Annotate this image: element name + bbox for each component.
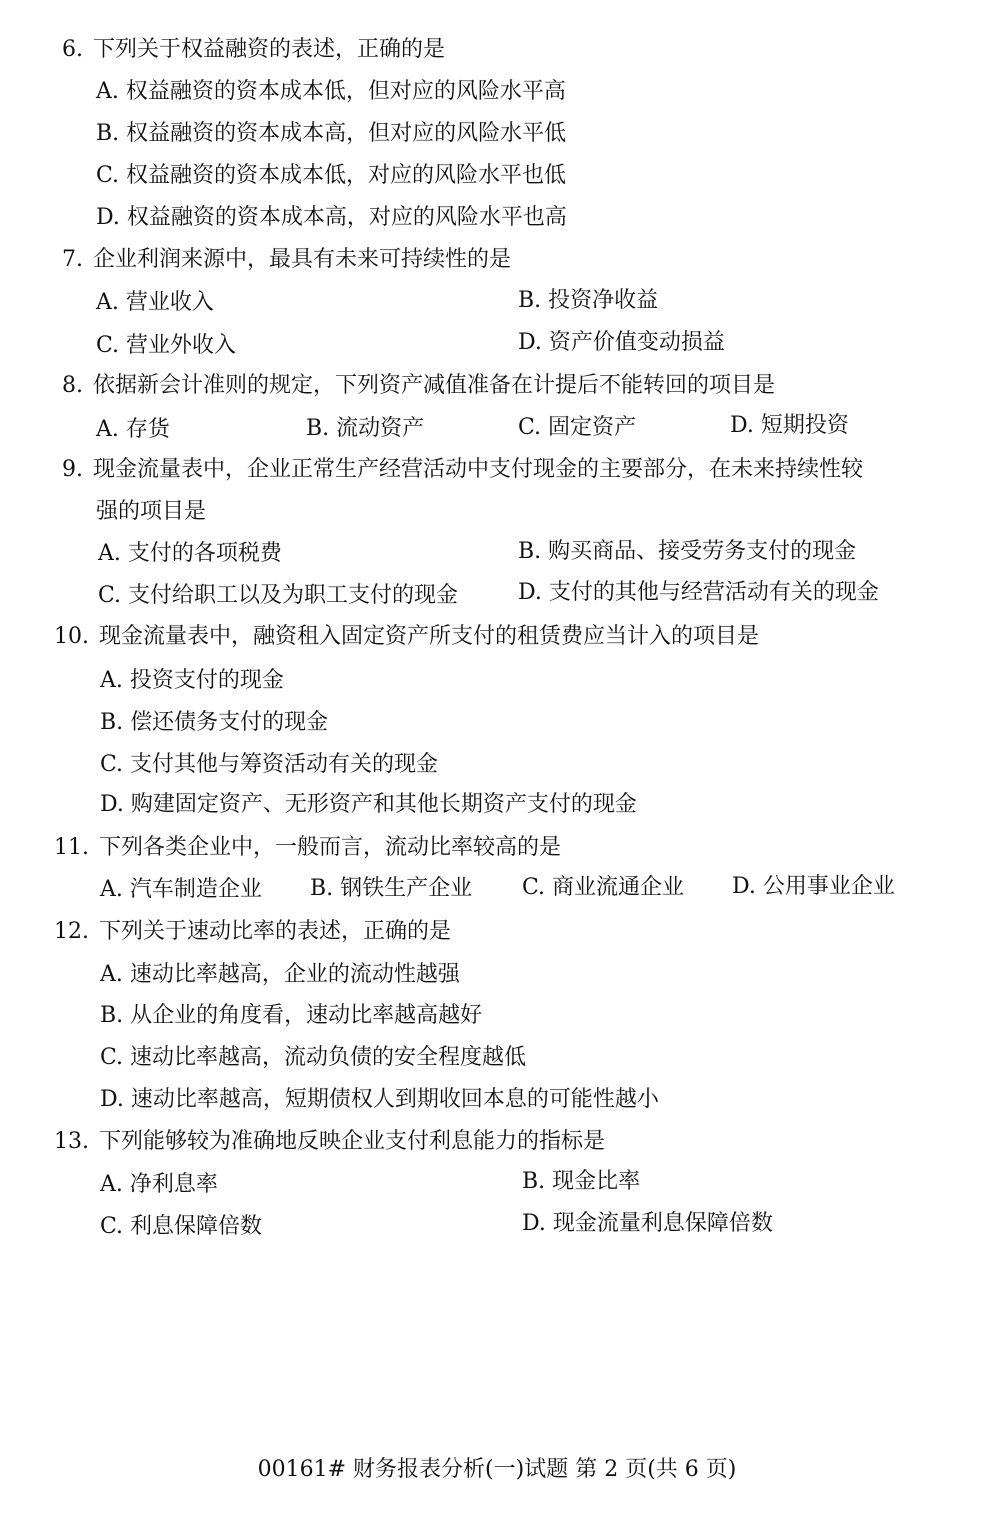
option-b: B. 偿还债务支付的现金	[100, 710, 329, 735]
option-b: B. 现金比率	[522, 1169, 641, 1194]
option-b: B. 流动资产	[306, 416, 425, 441]
question-number: 13.	[54, 1129, 89, 1154]
question-8	[62, 371, 775, 401]
option-b: B. 权益融资的资本成本高，但对应的风险水平低	[96, 121, 567, 146]
question-text: 现金流量表中，融资租入固定资产所支付的租赁费应当计入的项目是	[99, 624, 760, 649]
question-text: 企业利润来源中，最具有未来可持续性的是	[93, 247, 512, 272]
option-c: C. 支付其他与筹资活动有关的现金	[100, 752, 439, 777]
question-number: 6.	[62, 37, 83, 62]
option-a: A. 投资支付的现金	[100, 668, 284, 693]
question-6	[62, 35, 445, 65]
option-c: C. 固定资产	[518, 415, 637, 440]
option-a: A. 支付的各项税费	[98, 541, 282, 566]
question-number: 9.	[62, 457, 83, 482]
question-text: 下列能够较为准确地反映企业支付利息能力的指标是	[99, 1129, 606, 1154]
option-a: A. 速动比率越高，企业的流动性越强	[100, 962, 460, 987]
option-b: B. 投资净收益	[518, 288, 659, 313]
option-d: D. 支付的其他与经营活动有关的现金	[518, 580, 879, 605]
option-a: A. 存货	[96, 417, 170, 442]
option-d: D. 短期投资	[730, 413, 849, 438]
question-text: 下列关于权益融资的表述，正确的是	[93, 37, 446, 62]
option-d: D. 速动比率越高，短期债权人到期收回本息的可能性越小	[100, 1087, 659, 1112]
option-c: C. 速动比率越高，流动负债的安全程度越低	[100, 1045, 527, 1070]
option-b: B. 钢铁生产企业	[310, 876, 473, 901]
page-footer: 00161# 财务报表分析(一)试题 第 2 页(共 6 页)	[257, 1457, 737, 1482]
question-text: 下列各类企业中，一般而言，流动比率较高的是	[99, 835, 562, 860]
option-c: C. 权益融资的资本成本低，对应的风险水平也低	[96, 163, 567, 188]
question-number: 8.	[62, 373, 83, 398]
question-text-continuation: 强的项目是	[96, 499, 207, 524]
question-text: 现金流量表中，企业正常生产经营活动中支付现金的主要部分，在未来持续性较	[93, 457, 864, 482]
question-9	[62, 455, 863, 485]
question-text: 依据新会计准则的规定，下列资产减值准备在计提后不能转回的项目是	[93, 373, 776, 398]
question-number: 10.	[54, 624, 89, 649]
question-text: 下列关于速动比率的表述，正确的是	[99, 919, 452, 944]
question-13	[54, 1127, 605, 1157]
question-number: 12.	[54, 919, 89, 944]
option-d: D. 现金流量利息保障倍数	[522, 1211, 773, 1236]
option-d: D. 购建固定资产、无形资产和其他长期资产支付的现金	[100, 792, 637, 817]
option-d: D. 公用事业企业	[732, 874, 895, 899]
option-a: A. 净利息率	[100, 1172, 218, 1197]
option-c: C. 利息保障倍数	[100, 1214, 263, 1239]
option-b: B. 从企业的角度看，速动比率越高越好	[100, 1003, 483, 1028]
option-d: D. 资产价值变动损益	[518, 330, 725, 355]
question-11	[54, 833, 561, 863]
option-a: A. 汽车制造企业	[100, 877, 262, 902]
option-a: A. 权益融资的资本成本低，但对应的风险水平高	[96, 79, 566, 104]
question-number: 11.	[54, 835, 89, 860]
option-c: C. 支付给职工以及为职工支付的现金	[98, 583, 459, 608]
option-c: C. 商业流通企业	[522, 875, 685, 900]
question-7	[62, 245, 511, 275]
option-d: D. 权益融资的资本成本高，对应的风险水平也高	[96, 205, 567, 230]
option-b: B. 购买商品、接受劳务支付的现金	[518, 539, 857, 564]
option-c: C. 营业外收入	[96, 333, 237, 358]
question-10	[54, 622, 759, 652]
question-number: 7.	[62, 247, 83, 272]
option-a: A. 营业收入	[96, 290, 214, 315]
question-12	[54, 917, 451, 947]
